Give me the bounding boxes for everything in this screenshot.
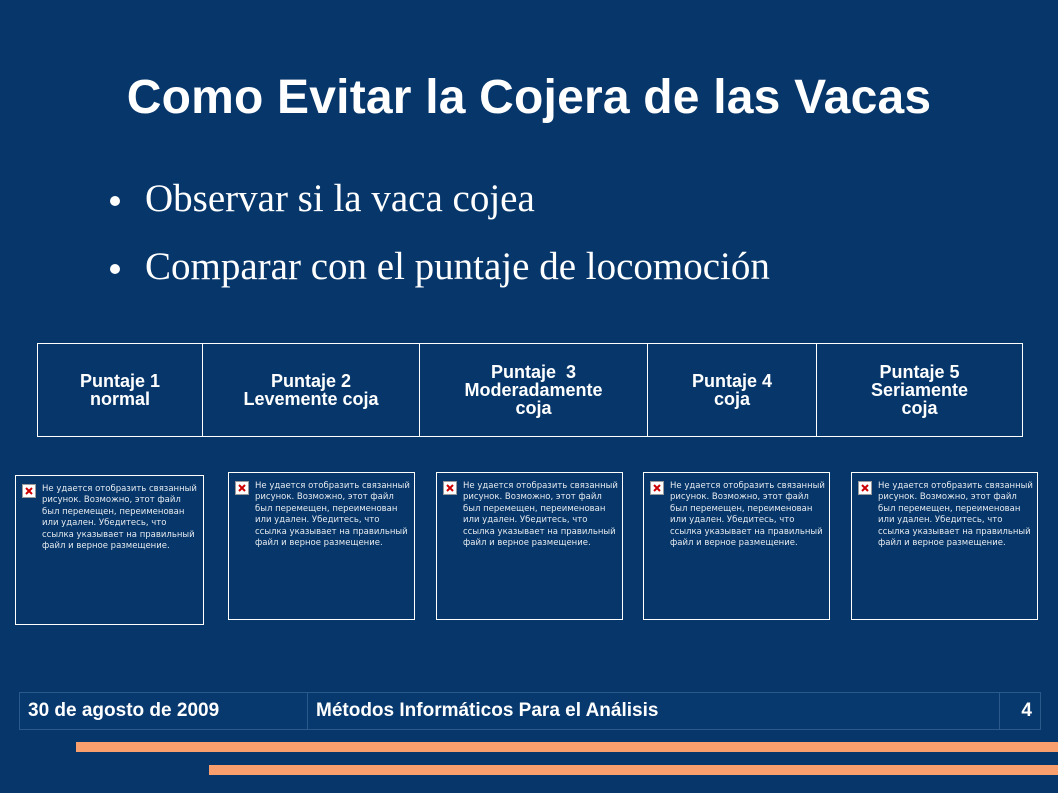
bullet-list [110,172,770,308]
score-description: normal [89,389,150,409]
score-label: Puntaje 1 [79,371,161,391]
broken-image-icon [858,481,872,495]
broken-image-icon [650,481,664,495]
bullet-dot-icon [110,196,120,206]
locomotion-score-table [37,343,1023,437]
score-cell-2 [203,344,420,437]
bullet-item [110,172,770,240]
broken-image-placeholder [851,472,1038,620]
score-cell-4 [648,344,817,437]
broken-image-placeholder [15,475,204,625]
footer [19,692,1041,730]
score-description: Seriamente [870,380,969,400]
score-description: coja [515,398,552,418]
accent-bar-bottom [209,765,1058,775]
footer-date: 30 de agosto de 2009 [20,693,308,730]
broken-image-icon [235,481,249,495]
broken-image-message: Не удается отобразить связанный рисунок. Возможно, этот файл был перемещен, переименован или удален. Убедитесь, что ссылка указывает на правильный файл и верное размещение. [42,484,197,552]
score-cell-5 [817,344,1023,437]
bullet-item [110,240,770,308]
score-cell-3 [420,344,648,437]
score-label: Puntaje 3 [490,362,577,382]
broken-image-message: Не удается отобразить связанный рисунок. Возможно, этот файл был перемещен, переименован или удален. Убедитесь, что ссылка указывает на правильный файл и верное размещение. [463,481,618,549]
broken-image-placeholder [228,472,415,620]
score-label: Puntaje 5 [879,362,960,382]
slide-title: Como Evitar la Cojera de las Vacas [126,71,932,124]
broken-image-placeholder [643,472,830,620]
footer-page-number: 4 [1000,693,1041,730]
score-label: Puntaje 2 [270,371,352,391]
score-cell-1 [38,344,203,437]
score-label: Puntaje 4 [691,371,773,391]
broken-image-message: Не удается отобразить связанный рисунок. Возможно, этот файл был перемещен, переименован или удален. Убедитесь, что ссылка указывает на правильный файл и верное размещение. [878,481,1033,549]
bullet-text: Comparar con el puntaje de locomoción [145,245,770,288]
table-row [38,344,1023,437]
score-description: coja [901,398,938,418]
score-description: coja [713,389,751,409]
score-description: Moderadamente [464,380,603,400]
broken-image-icon [443,481,457,495]
broken-image-placeholder [436,472,623,620]
footer-course-title: Métodos Informáticos Para el Análisis [308,693,1000,730]
broken-image-icon [22,484,36,498]
accent-bar-top [76,742,1058,752]
broken-image-message: Не удается отобразить связанный рисунок. Возможно, этот файл был перемещен, переименован или удален. Убедитесь, что ссылка указывает на правильный файл и верное размещение. [670,481,825,549]
bullet-text: Observar si la vaca cojea [145,177,535,220]
bullet-dot-icon [110,264,120,274]
broken-image-message: Не удается отобразить связанный рисунок. Возможно, этот файл был перемещен, переименован или удален. Убедитесь, что ссылка указывает на правильный файл и верное размещение. [255,481,410,549]
footer-row [20,693,1041,730]
score-description: Levemente coja [243,389,379,409]
